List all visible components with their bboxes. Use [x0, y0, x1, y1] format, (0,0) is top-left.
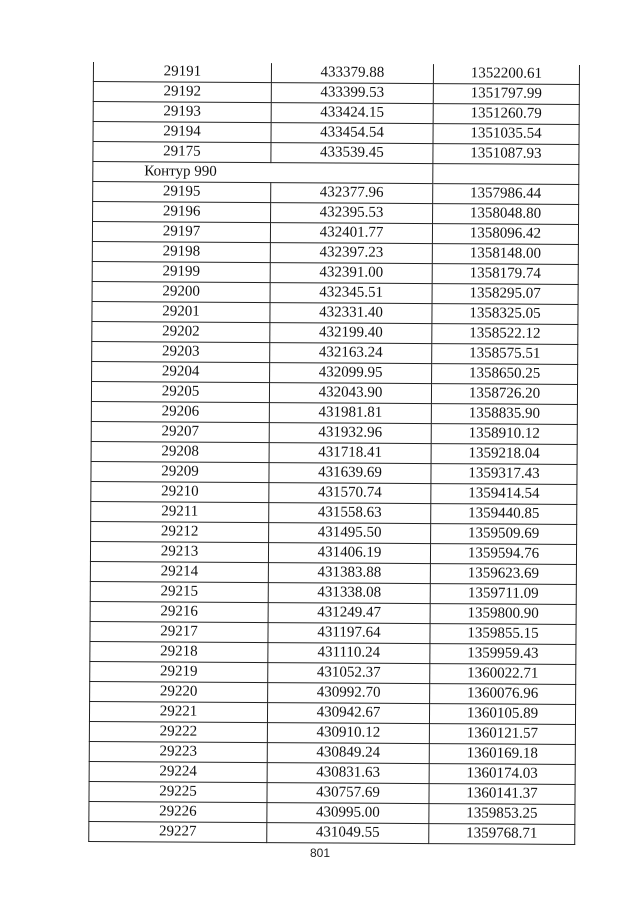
table-row — [90, 681, 576, 704]
x-coordinate-cell: 432163.24 — [270, 343, 432, 364]
x-coordinate-cell: 432099.95 — [270, 363, 432, 384]
point-number-cell: 29196 — [93, 202, 271, 223]
point-number-cell: 29214 — [90, 561, 268, 582]
y-coordinate-cell: 1357986.44 — [433, 184, 579, 205]
x-coordinate-cell: 432395.53 — [271, 203, 433, 224]
y-coordinate-cell: 1360076.96 — [430, 684, 576, 705]
x-coordinate-cell: 431570.74 — [269, 483, 431, 504]
x-coordinate-cell: 431110.24 — [268, 643, 430, 664]
point-number-cell: 29211 — [91, 501, 269, 522]
table-row — [93, 62, 579, 84]
y-coordinate-cell: 1358575.51 — [432, 344, 578, 365]
point-number-cell: 29175 — [93, 142, 271, 163]
empty-cell — [433, 164, 579, 185]
y-coordinate-cell: 1351260.79 — [433, 104, 579, 125]
point-number-cell: 29212 — [91, 521, 269, 542]
y-coordinate-cell: 1360121.57 — [429, 724, 575, 745]
point-number-cell: 29221 — [89, 701, 267, 722]
y-coordinate-cell: 1358910.12 — [431, 424, 577, 445]
x-coordinate-cell: 433454.54 — [271, 123, 433, 144]
point-number-cell: 29218 — [90, 641, 268, 662]
y-coordinate-cell: 1359711.09 — [430, 584, 576, 605]
x-coordinate-cell: 430757.69 — [267, 783, 429, 804]
point-number-cell: 29201 — [92, 301, 270, 322]
point-number-cell: 29194 — [93, 122, 271, 143]
x-coordinate-cell: 431049.55 — [267, 823, 429, 844]
y-coordinate-cell: 1359768.71 — [429, 824, 575, 845]
x-coordinate-cell: 432345.51 — [270, 283, 432, 304]
point-number-cell: 29210 — [91, 481, 269, 502]
point-number-cell: 29209 — [91, 461, 269, 482]
table-row — [93, 102, 579, 125]
table-row — [90, 621, 576, 644]
point-number-cell: 29204 — [92, 361, 270, 382]
x-coordinate-cell: 431052.37 — [268, 663, 430, 684]
y-coordinate-cell: 1358835.90 — [431, 404, 577, 425]
table-row — [92, 281, 578, 304]
point-number-cell: 29193 — [93, 102, 271, 123]
point-number-cell: 29215 — [90, 581, 268, 602]
point-number-cell: 29192 — [93, 82, 271, 103]
y-coordinate-cell: 1359440.85 — [431, 504, 577, 525]
x-coordinate-cell: 430910.12 — [267, 723, 429, 744]
point-number-cell: 29199 — [92, 261, 270, 282]
coordinates-table — [88, 62, 580, 845]
point-number-cell: 29213 — [90, 541, 268, 562]
y-coordinate-cell: 1359853.25 — [429, 804, 575, 825]
x-coordinate-cell: 430992.70 — [268, 683, 430, 704]
table-row — [89, 761, 575, 784]
x-coordinate-cell: 432401.77 — [270, 223, 432, 244]
table-row — [90, 561, 576, 584]
y-coordinate-cell: 1360169.18 — [429, 744, 575, 765]
y-coordinate-cell: 1359218.04 — [431, 444, 577, 465]
x-coordinate-cell: 431558.63 — [269, 503, 431, 524]
table-row — [91, 421, 577, 444]
y-coordinate-cell: 1359317.43 — [431, 464, 577, 485]
table-row — [93, 142, 579, 165]
table-row — [92, 222, 578, 245]
table-row — [91, 381, 577, 404]
table-row — [93, 182, 579, 205]
table-row — [89, 741, 575, 764]
point-number-cell: 29216 — [90, 601, 268, 622]
y-coordinate-cell: 1359959.43 — [430, 644, 576, 665]
point-number-cell: 29195 — [93, 182, 271, 203]
x-coordinate-cell: 431383.88 — [268, 563, 430, 584]
table-row — [91, 401, 577, 424]
x-coordinate-cell: 431249.47 — [268, 603, 430, 624]
y-coordinate-cell: 1360105.89 — [429, 704, 575, 725]
contour-header-row — [93, 162, 579, 185]
page-number: 801 — [309, 846, 331, 860]
x-coordinate-cell: 432377.96 — [271, 183, 433, 204]
y-coordinate-cell: 1360022.71 — [430, 664, 576, 685]
point-number-cell: 29205 — [91, 381, 269, 402]
y-coordinate-cell: 1358048.80 — [433, 204, 579, 225]
table-row — [91, 461, 577, 484]
point-number-cell: 29197 — [92, 222, 270, 243]
y-coordinate-cell: 1358179.74 — [432, 264, 578, 285]
x-coordinate-cell: 431338.08 — [268, 583, 430, 604]
coordinates-table-body — [89, 62, 580, 844]
x-coordinate-cell: 432397.23 — [270, 243, 432, 264]
point-number-cell: 29227 — [89, 821, 267, 842]
y-coordinate-cell: 1359623.69 — [430, 564, 576, 585]
x-coordinate-cell: 431197.64 — [268, 623, 430, 644]
point-number-cell: 29224 — [89, 761, 267, 782]
y-coordinate-cell: 1351035.54 — [433, 124, 579, 145]
point-number-cell: 29203 — [92, 341, 270, 362]
x-coordinate-cell: 431639.69 — [269, 463, 431, 484]
x-coordinate-cell: 432391.00 — [270, 263, 432, 284]
x-coordinate-cell: 430942.67 — [267, 703, 429, 724]
x-coordinate-cell: 433424.15 — [271, 103, 433, 124]
table-row — [92, 321, 578, 344]
y-coordinate-cell: 1358726.20 — [431, 384, 577, 405]
table-row — [90, 641, 576, 664]
point-number-cell: 29217 — [90, 621, 268, 642]
point-number-cell: 29191 — [93, 62, 271, 83]
x-coordinate-cell: 432043.90 — [269, 383, 431, 404]
y-coordinate-cell: 1351797.99 — [433, 84, 579, 105]
point-number-cell: 29207 — [91, 421, 269, 442]
point-number-cell: 29206 — [91, 401, 269, 422]
point-number-cell: 29223 — [89, 741, 267, 762]
y-coordinate-cell: 1360174.03 — [429, 764, 575, 785]
table-row — [91, 521, 577, 544]
x-coordinate-cell: 430849.24 — [267, 743, 429, 764]
x-coordinate-cell: 430831.63 — [267, 763, 429, 784]
x-coordinate-cell: 432331.40 — [270, 303, 432, 324]
y-coordinate-cell: 1358295.07 — [432, 284, 578, 305]
table-row — [92, 301, 578, 324]
table-row — [90, 661, 576, 684]
x-coordinate-cell: 433539.45 — [271, 143, 433, 164]
point-number-cell: 29220 — [90, 681, 268, 702]
table-row — [89, 721, 575, 744]
y-coordinate-cell: 1359800.90 — [430, 604, 576, 625]
table-row — [92, 341, 578, 364]
y-coordinate-cell: 1358650.25 — [432, 364, 578, 385]
y-coordinate-cell: 1358522.12 — [432, 324, 578, 345]
y-coordinate-cell: 1352200.61 — [433, 64, 579, 84]
y-coordinate-cell: 1359509.69 — [431, 524, 577, 545]
y-coordinate-cell: 1360141.37 — [429, 784, 575, 805]
table-row — [89, 781, 575, 804]
table-row — [92, 241, 578, 264]
table-row — [93, 122, 579, 145]
y-coordinate-cell: 1359855.15 — [430, 624, 576, 645]
x-coordinate-cell: 432199.40 — [270, 323, 432, 344]
table-row — [93, 202, 579, 225]
table-row — [91, 441, 577, 464]
point-number-cell: 29226 — [89, 801, 267, 822]
point-number-cell: 29219 — [90, 661, 268, 682]
table-row — [92, 361, 578, 384]
table-row — [91, 501, 577, 524]
table-row — [92, 261, 578, 284]
point-number-cell: 29225 — [89, 781, 267, 802]
y-coordinate-cell: 1351087.93 — [433, 144, 579, 165]
x-coordinate-cell: 431932.96 — [269, 423, 431, 444]
table-row — [90, 601, 576, 624]
table-row — [89, 801, 575, 824]
table-row — [90, 581, 576, 604]
x-coordinate-cell: 433399.53 — [271, 83, 433, 104]
table-row — [89, 701, 575, 724]
table-row — [89, 821, 575, 844]
point-number-cell: 29208 — [91, 441, 269, 462]
x-coordinate-cell: 430995.00 — [267, 803, 429, 824]
y-coordinate-cell: 1359414.54 — [431, 484, 577, 505]
x-coordinate-cell: 431718.41 — [269, 443, 431, 464]
point-number-cell: 29198 — [92, 241, 270, 262]
x-coordinate-cell: 433379.88 — [271, 63, 433, 83]
point-number-cell: 29202 — [92, 321, 270, 342]
point-number-cell: 29222 — [89, 721, 267, 742]
y-coordinate-cell: 1358325.05 — [432, 304, 578, 325]
y-coordinate-cell: 1358148.00 — [432, 244, 578, 265]
table-row — [90, 541, 576, 564]
x-coordinate-cell: 431495.50 — [269, 523, 431, 544]
y-coordinate-cell: 1359594.76 — [430, 544, 576, 565]
contour-label: Контур 990 — [93, 162, 433, 184]
point-number-cell: 29200 — [92, 281, 270, 302]
table-row — [93, 82, 579, 105]
table-row — [91, 481, 577, 504]
x-coordinate-cell: 431981.81 — [269, 403, 431, 424]
y-coordinate-cell: 1358096.42 — [432, 224, 578, 245]
x-coordinate-cell: 431406.19 — [268, 543, 430, 564]
